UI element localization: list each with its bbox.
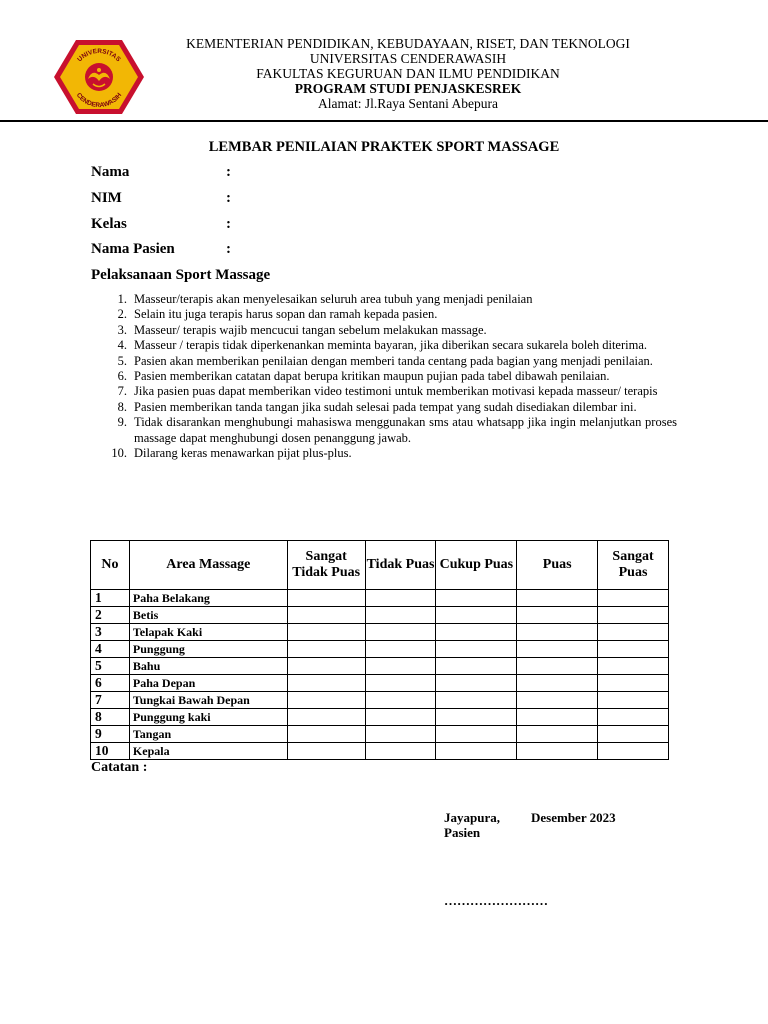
- rating-cell[interactable]: [517, 675, 598, 692]
- table-row: [91, 675, 669, 692]
- rating-cell[interactable]: [517, 726, 598, 743]
- list-item-text: Dilarang keras menawarkan pijat plus-plus.: [134, 446, 352, 461]
- table-row: [91, 743, 669, 760]
- list-item-text: Tidak disarankan menghubungi mahasiswa menggunakan sms atau whatsapp jika ingin melanjutkan proses massage dapat menghubungi dosen penanggung jawab.: [134, 415, 677, 445]
- row-area: Kepala: [129, 743, 287, 760]
- row-number: 8: [91, 709, 130, 726]
- row-number: 7: [91, 692, 130, 709]
- row-number: 2: [91, 607, 130, 624]
- rating-cell[interactable]: [436, 624, 517, 641]
- table-row: [91, 726, 669, 743]
- list-item: [91, 415, 677, 446]
- row-area: Telapak Kaki: [129, 624, 287, 641]
- row-area: Tangan: [129, 726, 287, 743]
- list-item: [91, 354, 677, 369]
- list-item-number: 6.: [117, 369, 127, 384]
- header-tidak-puas: Tidak Puas: [365, 541, 436, 590]
- row-number: 10: [91, 743, 130, 760]
- row-area: Tungkai Bawah Depan: [129, 692, 287, 709]
- list-item-number: 9.: [117, 415, 127, 430]
- table-row: [91, 607, 669, 624]
- list-item-number: 2.: [117, 307, 127, 322]
- page-title: LEMBAR PENILAIAN PRAKTEK SPORT MASSAGE: [208, 139, 560, 155]
- rating-cell[interactable]: [436, 743, 517, 760]
- rating-cell[interactable]: [365, 590, 436, 607]
- rating-cell[interactable]: [598, 726, 669, 743]
- rating-cell[interactable]: [287, 607, 365, 624]
- list-item-text: Pasien memberikan tanda tangan jika sudah selesai pada tempat yang sudah disediakan dilembar ini.: [134, 399, 637, 414]
- table-row: [91, 624, 669, 641]
- field-colon-nama: :: [226, 164, 231, 180]
- list-item: [91, 323, 677, 338]
- row-number: 6: [91, 675, 130, 692]
- rating-cell[interactable]: [287, 590, 365, 607]
- row-number: 5: [91, 658, 130, 675]
- table-header-row: [91, 541, 669, 590]
- logo-bottom-text: CENDERAWASIH: [74, 91, 124, 110]
- rating-cell[interactable]: [598, 709, 669, 726]
- rating-cell[interactable]: [598, 624, 669, 641]
- rating-cell[interactable]: [365, 743, 436, 760]
- signature-role: Pasien: [444, 825, 481, 840]
- header-puas: Puas: [517, 541, 598, 590]
- list-item: [91, 338, 677, 353]
- row-area: Bahu: [129, 658, 287, 675]
- list-item: [91, 400, 677, 415]
- rating-cell[interactable]: [598, 743, 669, 760]
- list-item-text: Masseur / terapis tidak diperkenankan meminta bayaran, jika diberikan secara sukarela boleh diterima.: [134, 338, 647, 353]
- field-label-nama-pasien: Nama Pasien: [91, 241, 175, 257]
- rating-cell[interactable]: [436, 726, 517, 743]
- table-row: [91, 658, 669, 675]
- row-area: Punggung: [129, 641, 287, 658]
- notes-label: Catatan :: [91, 760, 148, 775]
- header-program: PROGRAM STUDI PENJASKESREK: [294, 81, 522, 96]
- section-title: Pelaksanaan Sport Massage: [91, 267, 271, 283]
- row-number: 3: [91, 624, 130, 641]
- table-row: [91, 641, 669, 658]
- list-item-text: Selain itu juga terapis harus sopan dan ramah kepada pasien.: [134, 307, 438, 322]
- rating-cell[interactable]: [287, 709, 365, 726]
- row-area: Paha Depan: [129, 675, 287, 692]
- rating-cell[interactable]: [365, 641, 436, 658]
- list-item-text: Masseur/ terapis wajib mencucui tangan sebelum melakukan massage.: [134, 322, 487, 337]
- list-item: [91, 307, 677, 322]
- rating-cell[interactable]: [365, 709, 436, 726]
- rating-cell[interactable]: [365, 607, 436, 624]
- row-number: 1: [91, 590, 130, 607]
- table-row: [91, 692, 669, 709]
- header-faculty: FAKULTAS KEGURUAN DAN ILMU PENDIDIKAN: [256, 66, 560, 81]
- rating-cell[interactable]: [517, 658, 598, 675]
- header-no: No: [91, 541, 130, 590]
- rating-cell[interactable]: [365, 658, 436, 675]
- rating-cell[interactable]: [287, 743, 365, 760]
- rating-cell[interactable]: [517, 590, 598, 607]
- row-area: Betis: [129, 607, 287, 624]
- list-item-text: Masseur/terapis akan menyelesaikan seluruh area tubuh yang menjadi penilaian: [134, 292, 533, 306]
- signature-city: Jayapura,: [444, 810, 500, 825]
- list-item-number: 7.: [117, 384, 127, 399]
- rating-cell[interactable]: [287, 658, 365, 675]
- header-ministry: KEMENTERIAN PENDIDIKAN, KEBUDAYAAN, RISET, DAN TEKNOLOGI: [186, 36, 630, 51]
- header-sangat-puas: Sangat Puas: [598, 541, 669, 590]
- rating-cell[interactable]: [436, 607, 517, 624]
- rating-cell[interactable]: [436, 692, 517, 709]
- field-colon-nim: :: [226, 190, 231, 206]
- header-sangat-tidak-puas: Sangat Tidak Puas: [287, 541, 365, 590]
- rating-cell[interactable]: [287, 624, 365, 641]
- rating-cell[interactable]: [598, 590, 669, 607]
- header-address: Alamat: Jl.Raya Sentani Abepura: [318, 96, 498, 111]
- rating-cell[interactable]: [598, 675, 669, 692]
- rating-cell[interactable]: [517, 624, 598, 641]
- rating-cell[interactable]: [287, 692, 365, 709]
- list-item-text: Pasien memberikan catatan dapat berupa kritikan maupun pujian pada tabel dibawah penilaian.: [134, 369, 610, 384]
- instruction-list: [91, 292, 677, 461]
- field-label-nama: Nama: [91, 164, 130, 180]
- field-colon-kelas: :: [226, 216, 231, 232]
- list-item: [91, 446, 677, 461]
- list-item-number: 4.: [117, 338, 127, 353]
- rating-table: [90, 540, 669, 760]
- table-row: [91, 590, 669, 607]
- rating-cell[interactable]: [287, 726, 365, 743]
- row-number: 9: [91, 726, 130, 743]
- rating-cell[interactable]: [365, 624, 436, 641]
- rating-cell[interactable]: [598, 641, 669, 658]
- rating-cell[interactable]: [598, 607, 669, 624]
- rating-cell[interactable]: [287, 641, 365, 658]
- rating-cell[interactable]: [287, 675, 365, 692]
- list-item-number: 1.: [117, 292, 127, 306]
- list-item-number: 3.: [117, 322, 127, 337]
- rating-cell[interactable]: [517, 743, 598, 760]
- field-colon-nama-pasien: :: [226, 241, 231, 257]
- header-university: UNIVERSITAS CENDERAWASIH: [309, 51, 507, 66]
- header-area: Area Massage: [129, 541, 287, 590]
- row-number: 4: [91, 641, 130, 658]
- header-divider: [0, 120, 768, 122]
- rating-cell[interactable]: [517, 709, 598, 726]
- rating-cell[interactable]: [436, 658, 517, 675]
- rating-cell[interactable]: [598, 692, 669, 709]
- list-item: [91, 369, 677, 384]
- rating-cell[interactable]: [517, 692, 598, 709]
- header-cukup-puas: Cukup Puas: [436, 541, 517, 590]
- list-item-text: Pasien akan memberikan penilaian dengan memberi tanda centang pada bagian yang menjadi penilaian.: [134, 353, 653, 368]
- rating-cell[interactable]: [436, 641, 517, 658]
- rating-cell[interactable]: [517, 607, 598, 624]
- list-item-text: Jika pasien puas dapat memberikan video testimoni untuk memberikan motivasi kepada masseur/ terapis: [134, 384, 658, 399]
- logo-top-text: UNIVERSITAS: [76, 47, 122, 64]
- row-area: Punggung kaki: [129, 709, 287, 726]
- table-row: [91, 709, 669, 726]
- rating-cell[interactable]: [365, 675, 436, 692]
- rating-cell[interactable]: [436, 590, 517, 607]
- field-label-kelas: Kelas: [91, 216, 127, 232]
- list-item: [91, 384, 677, 399]
- rating-cell[interactable]: [436, 675, 517, 692]
- rating-cell[interactable]: [365, 692, 436, 709]
- signature-line: ……………………: [444, 893, 548, 908]
- university-logo: [52, 38, 146, 116]
- list-item: [91, 292, 677, 307]
- signature-date: Desember 2023: [531, 810, 616, 825]
- rating-cell[interactable]: [436, 709, 517, 726]
- rating-cell[interactable]: [365, 726, 436, 743]
- field-label-nim: NIM: [91, 190, 122, 206]
- list-item-number: 5.: [117, 353, 127, 368]
- rating-cell[interactable]: [598, 658, 669, 675]
- list-item-number: 8.: [117, 399, 127, 414]
- rating-cell[interactable]: [517, 641, 598, 658]
- list-item-number: 10.: [111, 446, 127, 461]
- row-area: Paha Belakang: [129, 590, 287, 607]
